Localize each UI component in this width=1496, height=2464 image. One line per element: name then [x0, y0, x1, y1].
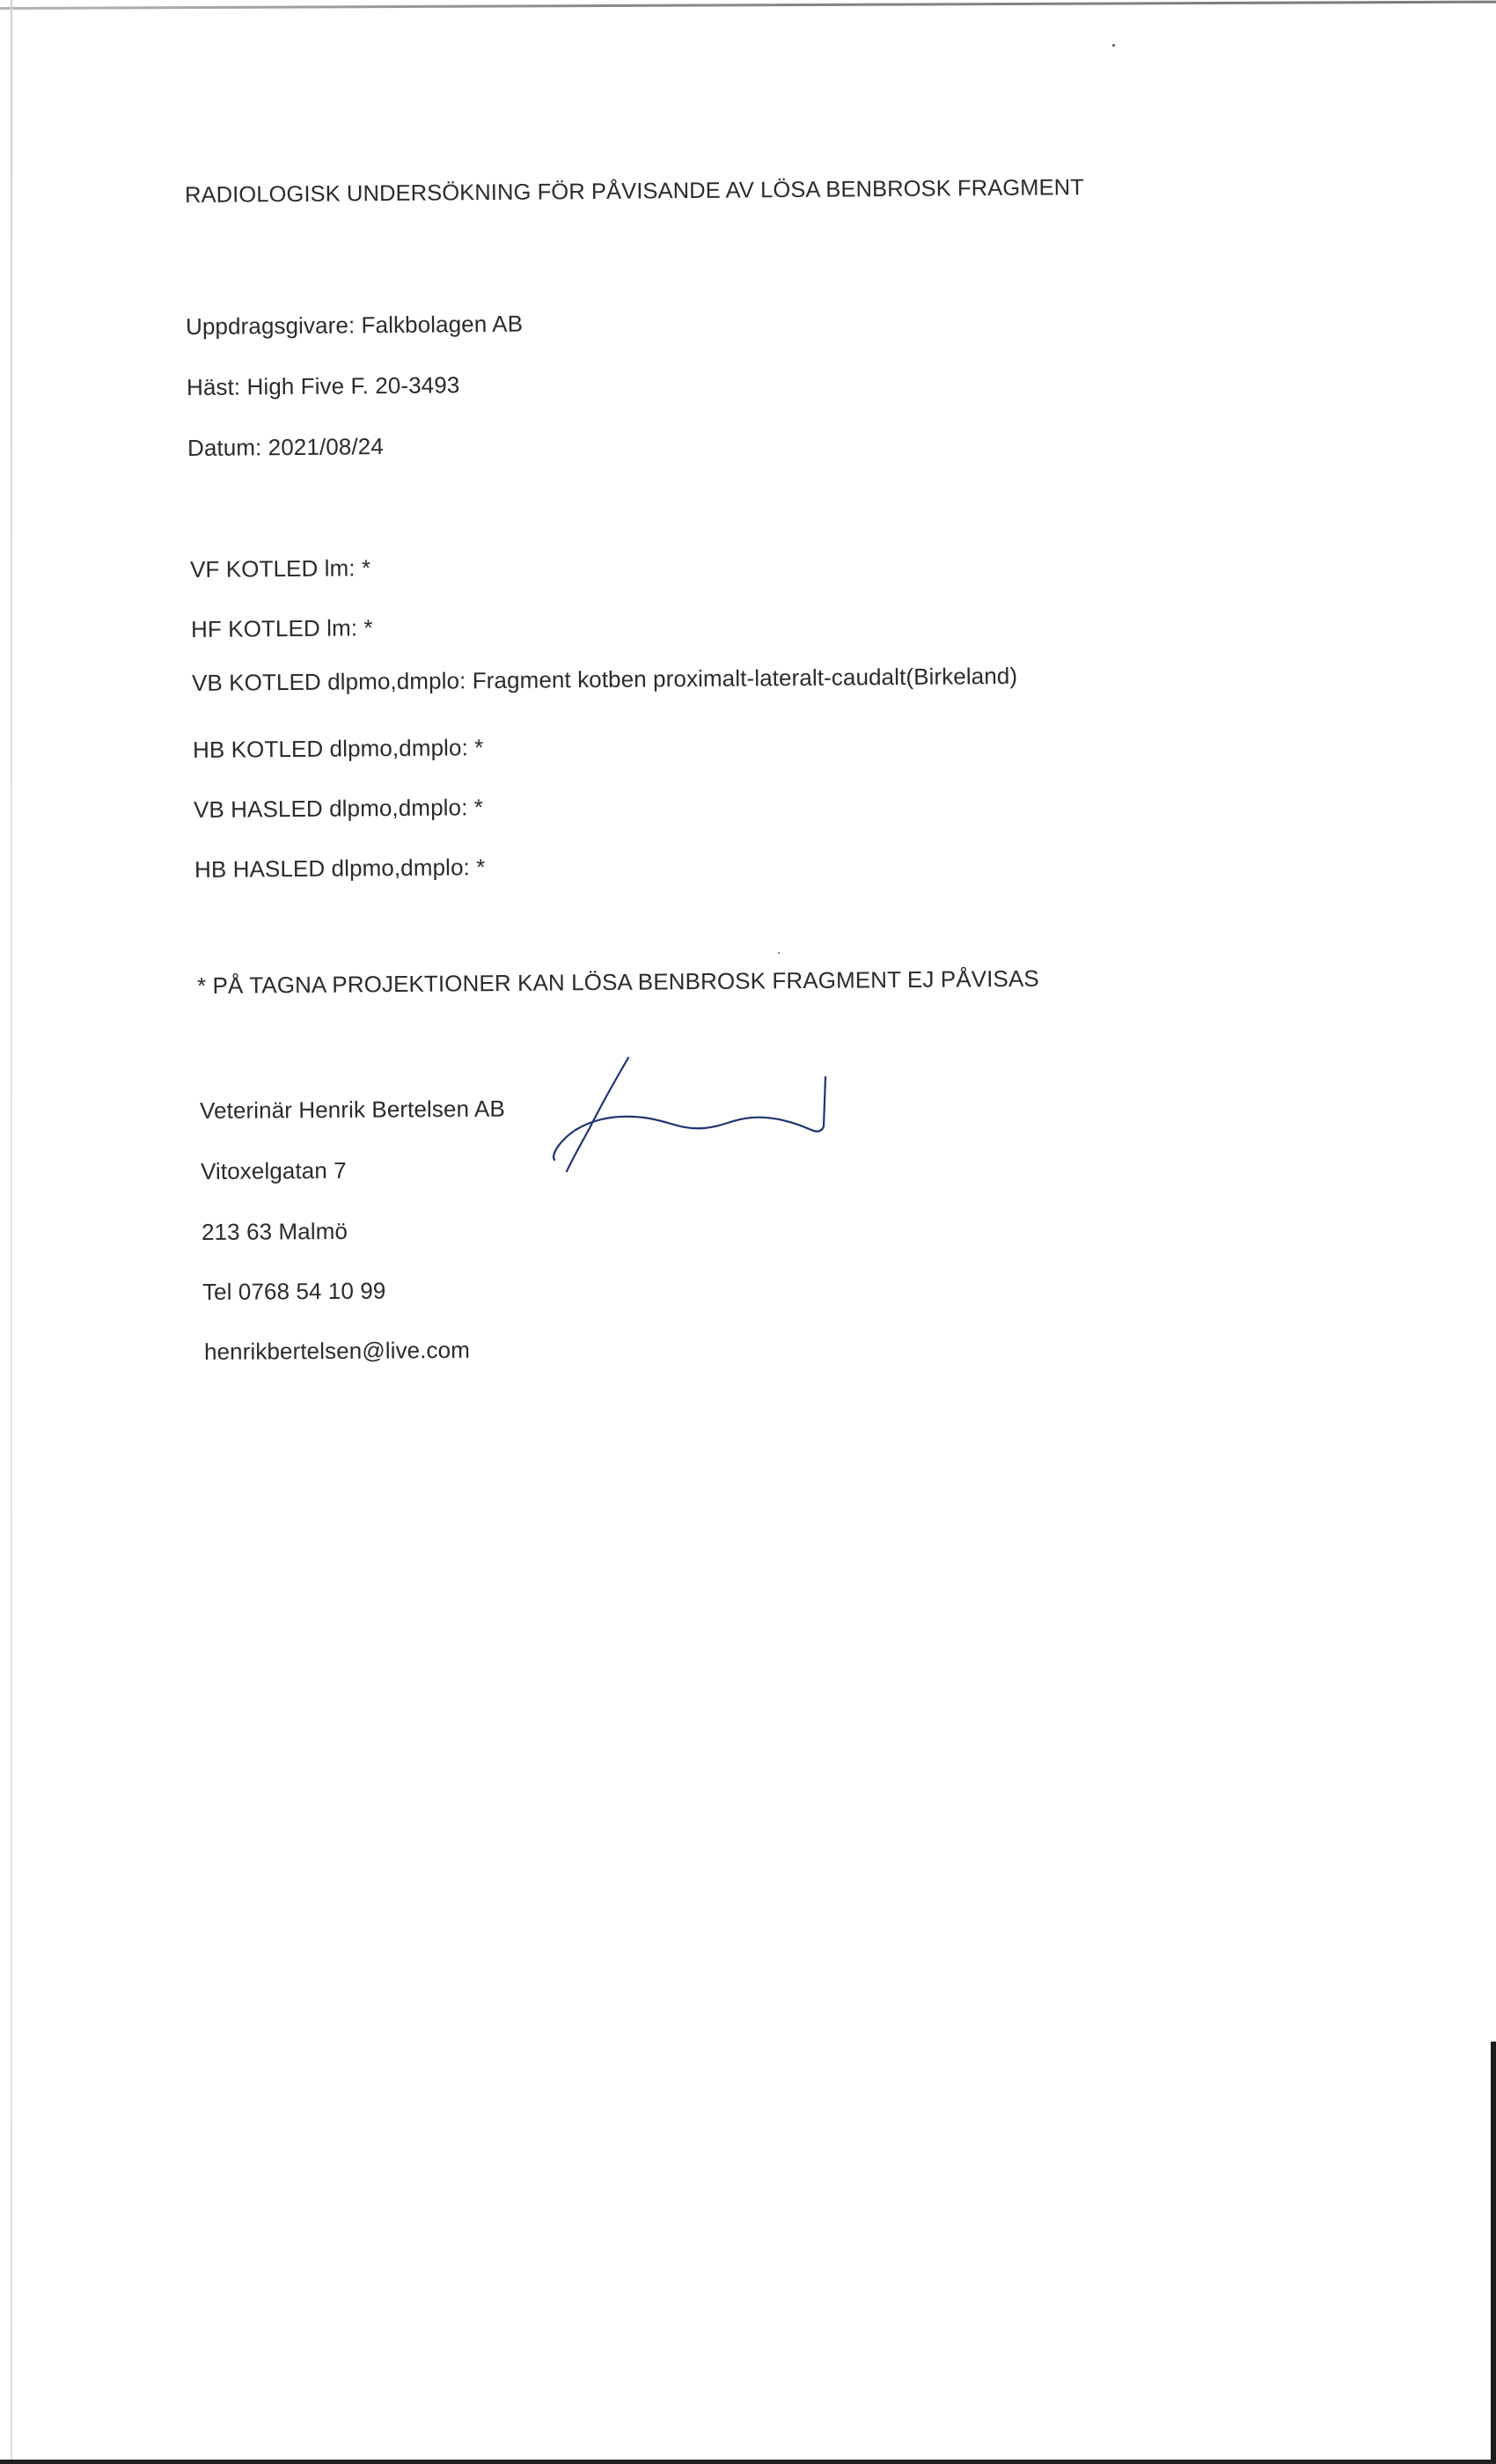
address-city: 213 63 Malmö: [201, 1217, 348, 1245]
footnote: * PÅ TAGNA PROJEKTIONER KAN LÖSA BENBROSK FRAGMENT EJ PÅVISAS: [196, 964, 1039, 999]
date-line: Datum: 2021/08/24: [187, 433, 384, 461]
phone-number: Tel 0768 54 10 99: [202, 1277, 386, 1305]
finding-line: HB HASLED dlpmo,dmplo: *: [194, 854, 486, 883]
scan-left-edge: [11, 0, 12, 2464]
address-street: Vitoxelgatan 7: [200, 1156, 347, 1184]
document-title: RADIOLOGISK UNDERSÖKNING FÖR PÅVISANDE AV LÖSA BENBROSK FRAGMENT: [184, 175, 1084, 208]
finding-line: VF KOTLED lm: *: [189, 554, 371, 583]
finding-line: VB KOTLED dlpmo,dmplo: Fragment kotben proximalt-lateralt-caudalt(Birkeland): [191, 662, 1018, 696]
scan-speck: [778, 952, 780, 954]
scan-bottom-edge: [0, 2460, 1496, 2464]
handwritten-signature: [547, 1052, 864, 1176]
email-address: henrikbertelsen@live.com: [203, 1336, 471, 1365]
finding-line: HB KOTLED dlpmo,dmplo: *: [192, 734, 484, 763]
finding-line: VB HASLED dlpmo,dmplo: *: [193, 794, 484, 823]
client-line: Uppdragsgivare: Falkbolagen AB: [185, 310, 524, 340]
finding-line: HF KOTLED lm: *: [190, 614, 373, 642]
signatory-name: Veterinär Henrik Bertelsen AB: [199, 1095, 505, 1124]
horse-line: Häst: High Five F. 20-3493: [186, 371, 460, 400]
scan-top-edge: [0, 1, 1496, 10]
scan-right-edge: [1491, 2042, 1496, 2464]
scan-speck: [1112, 44, 1115, 47]
